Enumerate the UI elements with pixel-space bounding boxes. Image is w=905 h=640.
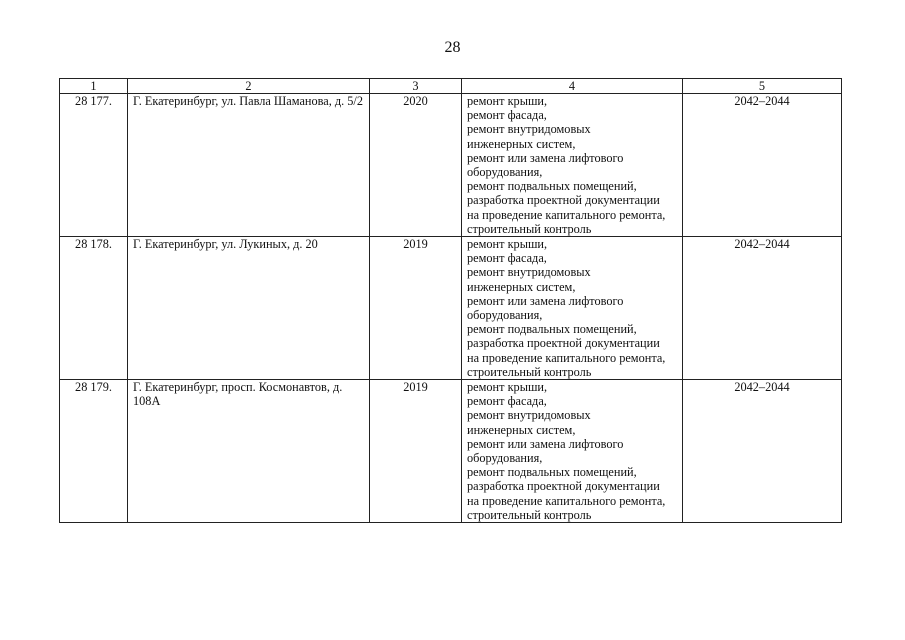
period-cell: 2042–2044 <box>683 237 842 380</box>
work-item: ремонт фасада, <box>467 251 547 266</box>
work-item: оборудования, <box>467 308 543 323</box>
year-cell: 2019 <box>370 380 462 523</box>
period-cell: 2042–2044 <box>683 94 842 237</box>
address-cell: Г. Екатеринбург, ул. Павла Шаманова, д. 5/2 <box>128 94 370 237</box>
work-item: ремонт внутридомовых <box>467 265 591 280</box>
work-item: ремонт крыши, <box>467 380 548 395</box>
work-item: на проведение капитального ремонта, <box>467 207 666 222</box>
table-row <box>60 380 842 523</box>
work-item: ремонт или замена лифтового <box>467 150 624 165</box>
works-cell <box>462 380 683 523</box>
work-item: ремонт фасада, <box>467 108 547 123</box>
work-item: на проведение капитального ремонта, <box>467 493 666 508</box>
column-header: 4 <box>462 79 683 94</box>
work-item: на проведение капитального ремонта, <box>467 350 666 365</box>
work-item: оборудования, <box>467 451 543 466</box>
work-item: инженерных систем, <box>467 279 576 294</box>
work-item: ремонт или замена лифтового <box>467 293 624 308</box>
row-number: 28 179. <box>60 380 128 523</box>
work-item: ремонт подвальных помещений, <box>467 465 637 480</box>
work-item: разработка проектной документации <box>467 336 660 351</box>
work-item: ремонт внутридомовых <box>467 408 591 423</box>
work-item: строительный контроль <box>467 364 592 379</box>
column-header: 5 <box>683 79 842 94</box>
work-item: ремонт фасада, <box>467 394 547 409</box>
address-cell: Г. Екатеринбург, ул. Лукиных, д. 20 <box>128 237 370 380</box>
row-number: 28 177. <box>60 94 128 237</box>
work-item: ремонт крыши, <box>467 237 548 252</box>
period-cell: 2042–2044 <box>683 380 842 523</box>
page-number: 28 <box>444 39 461 56</box>
work-item: ремонт крыши, <box>467 94 548 108</box>
works-cell <box>462 237 683 380</box>
work-item: разработка проектной документации <box>467 479 660 494</box>
works-cell <box>462 94 683 237</box>
work-item: строительный контроль <box>467 221 592 236</box>
repair-schedule-table <box>59 78 842 523</box>
work-item: инженерных систем, <box>467 136 576 151</box>
column-header: 3 <box>370 79 462 94</box>
work-item: инженерных систем, <box>467 422 576 437</box>
work-item: оборудования, <box>467 165 543 180</box>
table-row <box>60 237 842 380</box>
work-item: разработка проектной документации <box>467 193 660 208</box>
column-header: 1 <box>60 79 128 94</box>
work-item: ремонт подвальных помещений, <box>467 322 637 337</box>
year-cell: 2020 <box>370 94 462 237</box>
work-item: ремонт внутридомовых <box>467 122 591 137</box>
work-item: строительный контроль <box>467 507 592 522</box>
work-item: ремонт или замена лифтового <box>467 436 624 451</box>
table-row <box>60 94 842 237</box>
table-header-row <box>60 79 842 94</box>
row-number: 28 178. <box>60 237 128 380</box>
address-cell: Г. Екатеринбург, просп. Космонавтов, д. 108А <box>128 380 370 523</box>
year-cell: 2019 <box>370 237 462 380</box>
work-item: ремонт подвальных помещений, <box>467 179 637 194</box>
column-header: 2 <box>128 79 370 94</box>
